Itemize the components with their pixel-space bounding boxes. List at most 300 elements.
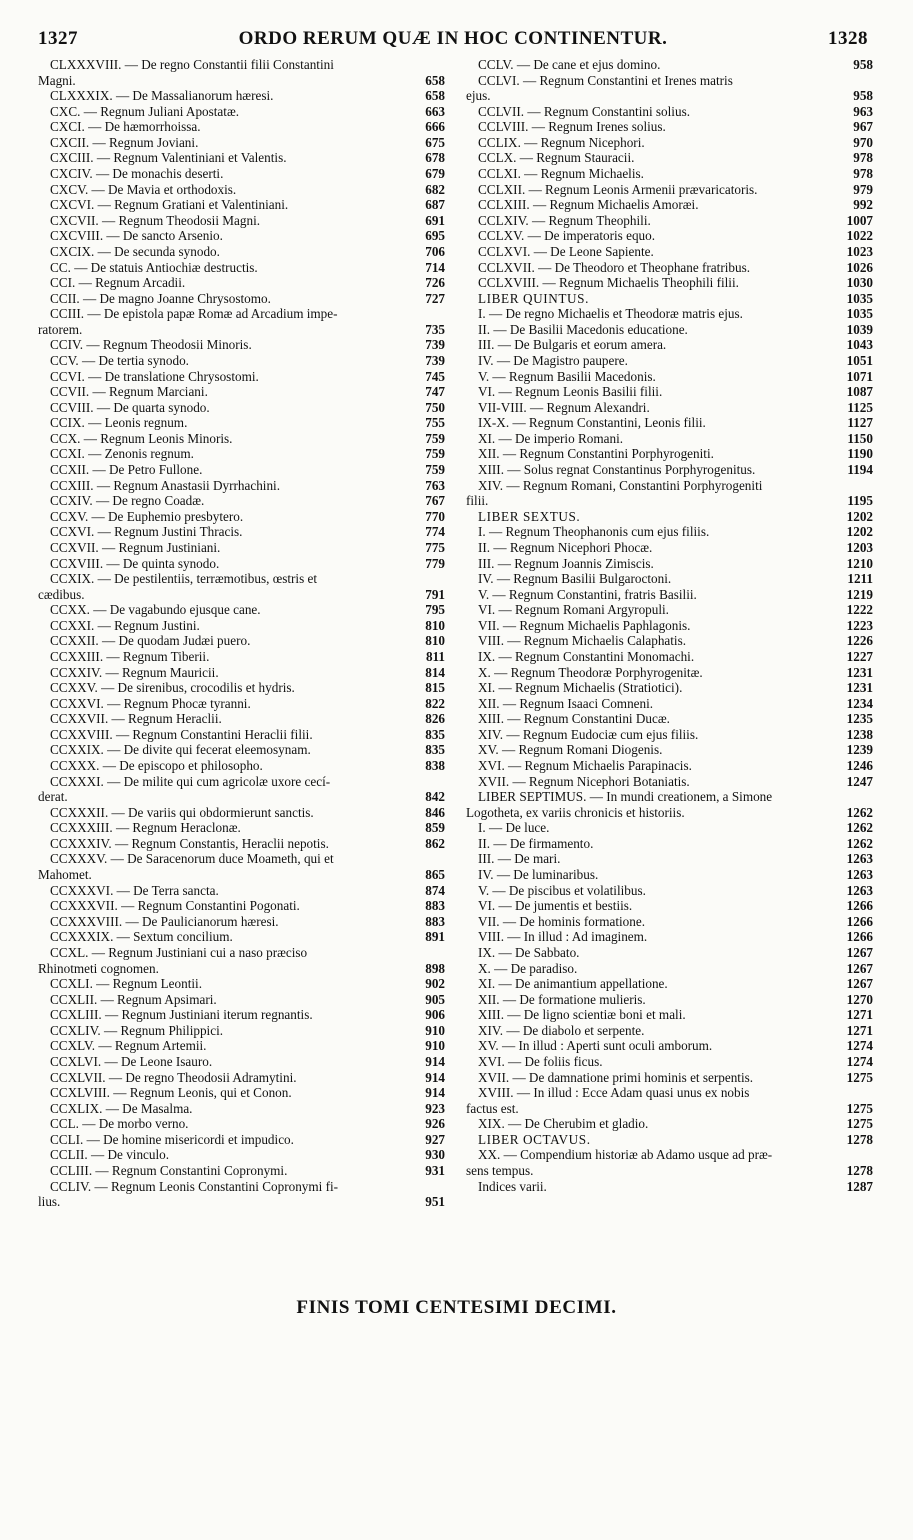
- page-ref: 687: [425, 197, 445, 213]
- toc-entry: [38, 119, 445, 135]
- entry-title: — Regnum Heraclii.: [111, 711, 222, 727]
- toc-entry: [38, 509, 445, 525]
- entry-number: CCVII.: [50, 384, 93, 400]
- toc-entry: [38, 898, 445, 914]
- toc-entry: [38, 1163, 445, 1179]
- entry-row: [466, 587, 873, 603]
- entry-row: [38, 914, 445, 930]
- page-ref: 1219: [846, 586, 873, 602]
- entry-text: [38, 1070, 419, 1086]
- entry-row: [38, 462, 445, 478]
- toc-entry: [38, 1179, 445, 1210]
- page-ref: 1043: [846, 337, 873, 353]
- toc-entry: [466, 57, 873, 73]
- entry-title: — Regnum Michaelis.: [524, 166, 644, 182]
- entry-number: XIII.: [478, 462, 508, 478]
- entry-text: [38, 1023, 419, 1039]
- page-ref: 1022: [846, 228, 873, 244]
- entry-number: CCXLVI.: [50, 1054, 105, 1069]
- entry-number: CCXXXI.: [50, 773, 108, 789]
- toc-entry: [38, 291, 445, 307]
- entry-text: [466, 867, 841, 883]
- entry-text: [38, 1147, 419, 1163]
- entry-row: [38, 228, 445, 244]
- entry-title: — De foliis ficus.: [508, 1054, 603, 1069]
- entry-text: [38, 524, 419, 540]
- page-ref: 678: [425, 150, 445, 166]
- entry-number: CCLXVI.: [478, 243, 534, 259]
- page-ref: 1087: [846, 384, 873, 400]
- entry-text: [38, 711, 419, 727]
- entry-text: [38, 353, 419, 369]
- page-ref: 923: [425, 1100, 445, 1116]
- entry-continuation-row: [38, 1194, 445, 1210]
- toc-entry: [466, 1023, 873, 1039]
- entry-title: — De variis qui obdormierunt sanctis.: [111, 804, 314, 820]
- entry-continuation-row: [466, 805, 873, 821]
- entry-text: [466, 820, 841, 836]
- entry-title: — De damnatione primi hominis et serpentis.: [512, 1069, 754, 1085]
- entry-text: [38, 883, 419, 899]
- page-ref: 1210: [846, 555, 873, 571]
- page-ref: 815: [425, 680, 445, 696]
- page-ref: 862: [425, 835, 445, 851]
- toc-entry: [38, 400, 445, 416]
- toc-entry: [38, 602, 445, 618]
- page-ref: 1267: [846, 960, 873, 976]
- entry-number: CCXXXII.: [50, 804, 112, 820]
- entry-title: — Regnum Justini.: [97, 617, 200, 633]
- entry-text: [466, 400, 841, 416]
- entry-text: [38, 758, 419, 774]
- entry-title: — Regnum Michaelis Paphlagonis.: [502, 617, 691, 633]
- entry-title: — Regnum Irenes solius.: [531, 119, 666, 135]
- book-heading-row: [466, 509, 873, 525]
- entry-text: [466, 462, 841, 478]
- running-title: ORDO RERUM QUÆ IN HOC CONTINENTUR.: [238, 28, 668, 49]
- entry-number: II.: [478, 835, 494, 851]
- entry-text: [38, 493, 419, 509]
- toc-entry: [466, 182, 873, 198]
- entry-title: — De Paulicianorum hæresi.: [125, 913, 279, 929]
- toc-entry: [466, 976, 873, 992]
- entry-number: V.: [478, 882, 493, 898]
- toc-entry: [38, 446, 445, 462]
- entry-number: IV.: [478, 571, 497, 587]
- entry-row: [38, 493, 445, 509]
- page-ref: 926: [425, 1116, 445, 1132]
- page-ref: 931: [425, 1163, 445, 1179]
- entry-title: — De vagabundo ejusque cane.: [93, 602, 261, 618]
- toc-entry: [466, 961, 873, 977]
- entry-text: [466, 961, 841, 977]
- entry-row: [38, 665, 445, 681]
- page-ref: 914: [425, 1054, 445, 1069]
- entry-title: — De Bulgaris et eorum amera.: [497, 337, 667, 353]
- toc-entry: [466, 166, 873, 182]
- entry-text: [466, 384, 841, 400]
- entry-continuation-row: [38, 961, 445, 977]
- entry-text: [38, 914, 419, 930]
- entry-title: — Regnum Constantini, fratris Basilii.: [492, 586, 697, 602]
- entry-title: — Regnum Theophili.: [531, 212, 651, 228]
- entry-number: CCLIX.: [478, 134, 525, 150]
- entry-row: [466, 400, 873, 416]
- entry-title: — In mundi creationem, a Simone: [589, 789, 773, 805]
- entry-number: IV.: [478, 352, 497, 368]
- entry-title: — De tertia synodo.: [82, 352, 189, 368]
- entry-number: CCXXXIII.: [50, 820, 116, 836]
- page-ref: 930: [425, 1147, 445, 1163]
- page-ref: 963: [853, 103, 873, 119]
- page-ref: 1278: [846, 1131, 873, 1147]
- entry-title: — De Euphemio presbytero.: [91, 508, 244, 524]
- entry-number: XVII.: [478, 773, 513, 789]
- entry-text: [38, 244, 419, 260]
- entry-title: — De sancto Arsenio.: [106, 228, 223, 244]
- entry-text: [38, 945, 445, 961]
- toc-entry: [38, 742, 445, 758]
- entry-number: XVI.: [478, 1054, 509, 1069]
- entry-title: — Regnum Joviani.: [92, 134, 199, 150]
- page-number-right: 1328: [828, 28, 868, 49]
- toc-entry: [38, 104, 445, 120]
- page-ref: 1262: [846, 820, 873, 836]
- entry-number: XI.: [478, 680, 499, 696]
- page-ref: 1246: [846, 758, 873, 774]
- entry-text: [38, 462, 419, 478]
- toc-entry: [466, 992, 873, 1008]
- book-heading-row: [466, 1132, 873, 1148]
- entry-continuation: ratorem.: [38, 321, 83, 337]
- toc-entry: [38, 478, 445, 494]
- entry-row: [466, 618, 873, 634]
- entry-number: CCLXIV.: [478, 212, 532, 228]
- entry-number: CCLI.: [50, 1131, 87, 1147]
- entry-number: CCXXVI.: [50, 695, 108, 711]
- page-ref: 810: [425, 617, 445, 633]
- entry-row: [466, 556, 873, 572]
- entry-row: [466, 696, 873, 712]
- toc-entry: [466, 1147, 873, 1178]
- book-heading-row: [466, 291, 873, 307]
- entry-row: [38, 291, 445, 307]
- page-ref: 1026: [846, 259, 873, 275]
- entry-row: [38, 1054, 445, 1070]
- entry-row: [38, 711, 445, 727]
- entry-number: CCXVII.: [50, 539, 103, 555]
- entry-title: — De quarta synodo.: [96, 399, 210, 415]
- entry-text: [38, 1007, 419, 1023]
- entry-text: [38, 1179, 445, 1195]
- entry-continuation: lius.: [38, 1194, 61, 1210]
- entry-continuation: cædibus.: [38, 586, 85, 602]
- entry-text: [38, 1085, 419, 1101]
- entry-number: XIV.: [478, 477, 507, 493]
- page-ref: 1023: [846, 243, 873, 259]
- entry-number: VII.: [478, 617, 503, 633]
- entry-row: [38, 182, 445, 198]
- entry-title: — Regnum Gratiani et Valentiniani.: [97, 197, 289, 213]
- entry-continuation: factus est.: [466, 1100, 519, 1116]
- toc-entry: [38, 929, 445, 945]
- entry-row: [38, 649, 445, 665]
- entry-number: V.: [478, 586, 493, 602]
- entry-text: [38, 649, 420, 665]
- entry-row: [38, 836, 445, 852]
- entry-row: [466, 1179, 873, 1195]
- toc-entry: [466, 883, 873, 899]
- entry-title: — De regno Theodosii Adramytini.: [108, 1069, 297, 1085]
- entry-row: [38, 166, 445, 182]
- entry-text: [466, 1085, 873, 1101]
- page-ref: 666: [425, 119, 445, 135]
- entry-title: — Regnum Constantini Porphyrogeniti.: [502, 446, 714, 462]
- entry-title: — Regnum Theodosii Minoris.: [86, 337, 252, 353]
- page-ref: 1239: [846, 742, 873, 758]
- entry-number: CCIII.: [50, 306, 88, 322]
- entry-text: [38, 369, 419, 385]
- entry-number: IX-X.: [478, 415, 513, 431]
- toc-entry: [38, 493, 445, 509]
- entry-number: CCXLVIII.: [50, 1085, 114, 1101]
- entry-text: [38, 1054, 419, 1070]
- entry-text: [466, 369, 841, 385]
- page-ref: 750: [425, 399, 445, 415]
- entry-row: [466, 182, 873, 198]
- entry-row: [466, 680, 873, 696]
- entry-row: [466, 275, 873, 291]
- entry-text: [38, 727, 419, 743]
- entry-text: [38, 774, 445, 790]
- entry-text: [38, 680, 419, 696]
- entry-row: [38, 680, 445, 696]
- entry-continuation: Mahomet.: [38, 867, 92, 883]
- entry-row: [466, 524, 873, 540]
- page-ref: 967: [853, 119, 873, 135]
- entry-title: — De Leone Sapiente.: [533, 243, 654, 259]
- entry-text: [466, 851, 841, 867]
- entry-title: — De vinculo.: [91, 1147, 170, 1163]
- toc-entry: [38, 150, 445, 166]
- entry-number: CXCIX.: [50, 243, 98, 259]
- entry-number: CCVI.: [50, 368, 89, 384]
- toc-entry: [466, 260, 873, 276]
- page-ref: 763: [425, 477, 445, 493]
- entry-title: — De formatione mulieris.: [502, 991, 646, 1007]
- entry-continuation-row: [38, 322, 445, 338]
- entry-text: [38, 213, 419, 229]
- entry-number: III.: [478, 337, 498, 353]
- toc-entry: [38, 260, 445, 276]
- entry-row: [466, 602, 873, 618]
- entry-row: [466, 571, 873, 587]
- entry-row: [466, 57, 873, 73]
- entry-row: [466, 836, 873, 852]
- toc-entry: [466, 524, 873, 540]
- entry-text: [466, 306, 841, 322]
- entry-number: X.: [478, 664, 495, 680]
- entry-number: II.: [478, 539, 494, 555]
- entry-title: — De magno Joanne Chrysostomo.: [82, 290, 271, 306]
- entry-text: [38, 431, 419, 447]
- page-ref: 695: [425, 228, 445, 244]
- entry-row: [466, 1007, 873, 1023]
- entry-number: XII.: [478, 446, 503, 462]
- entry-text: [466, 213, 841, 229]
- entry-title: — De Theodoro et Theophane fratribus.: [538, 259, 750, 275]
- entry-title: — De ligno scientiæ boni et mali.: [507, 1007, 686, 1023]
- toc-entry: [38, 384, 445, 400]
- toc-entry: [466, 306, 873, 322]
- toc-entry: [466, 602, 873, 618]
- entry-row: [466, 431, 873, 447]
- entry-text: [466, 540, 841, 556]
- entry-row: [466, 353, 873, 369]
- entry-text: [38, 446, 419, 462]
- entry-row: [466, 119, 873, 135]
- entry-number: CCXIII.: [50, 477, 97, 493]
- page-ref: 1051: [846, 352, 873, 368]
- entry-text: [466, 337, 841, 353]
- entry-continuation: Logotheta, ex variis chronicis et historiis.: [466, 804, 685, 820]
- entry-continuation-row: [466, 88, 873, 104]
- entry-title: — De morbo verno.: [82, 1116, 189, 1132]
- entry-number: CCLXVII.: [478, 259, 539, 275]
- entry-text: [38, 820, 419, 836]
- entry-title: — Regnum Valentiniani et Valentis.: [96, 150, 287, 166]
- entry-number: CXC.: [50, 103, 84, 119]
- entry-number: IV.: [478, 867, 497, 883]
- page-ref: 1125: [847, 399, 873, 415]
- entry-title: — De epistola papæ Romæ ad Arcadium impe-: [87, 306, 338, 322]
- entry-text: [38, 150, 419, 166]
- page-ref: 1263: [846, 851, 873, 867]
- entry-title: — De episcopo et philosopho.: [102, 758, 263, 774]
- toc-entry: [466, 369, 873, 385]
- page-ref: 1234: [846, 695, 873, 711]
- entry-number: CCXVI.: [50, 524, 98, 540]
- entry-row: [466, 369, 873, 385]
- toc-entry: [38, 633, 445, 649]
- toc-entry: [466, 1179, 873, 1195]
- entry-number: CCXXXVI.: [50, 882, 117, 898]
- entry-row: [466, 665, 873, 681]
- page-ref: 774: [425, 524, 445, 540]
- entry-text: [38, 992, 419, 1008]
- page-ref: 810: [425, 633, 445, 649]
- entry-number: VII.: [478, 913, 503, 929]
- entry-number: CCLV.: [478, 57, 517, 72]
- entry-title: — Regnum Justiniani cui a naso præciso: [91, 944, 308, 960]
- entry-row: [466, 384, 873, 400]
- entry-row: [466, 166, 873, 182]
- entry-row: [466, 415, 873, 431]
- toc-entry: [466, 727, 873, 743]
- entry-number: II.: [478, 321, 494, 337]
- entry-row: [38, 696, 445, 712]
- entry-title: — Regnum Nicephori Phocæ.: [493, 539, 653, 555]
- page-ref: 1271: [846, 1022, 873, 1038]
- entry-number: III.: [478, 555, 498, 571]
- page-ref: 1127: [847, 415, 873, 431]
- entry-row: [466, 945, 873, 961]
- entry-text: [38, 182, 419, 198]
- entry-row: [466, 446, 873, 462]
- entry-title: — De sirenibus, crocodilis et hydris.: [101, 680, 295, 696]
- entry-title: — Regnum Philippici.: [103, 1022, 224, 1038]
- entry-title: Indices varii.: [478, 1178, 547, 1194]
- page-ref: 755: [425, 415, 445, 431]
- page-ref: 970: [853, 134, 873, 150]
- entry-number: CCXXX.: [50, 758, 103, 774]
- page-ref: 658: [425, 88, 445, 104]
- entry-row: [466, 337, 873, 353]
- entry-row: [38, 446, 445, 462]
- entry-text: [38, 478, 419, 494]
- toc-entry: [466, 462, 873, 478]
- entry-row: [38, 758, 445, 774]
- toc-entry: [466, 291, 873, 307]
- page-ref: 1007: [846, 212, 873, 228]
- page-ref: 1267: [846, 976, 873, 992]
- entry-title: — Regnum Constantini solius.: [527, 103, 690, 119]
- entry-title: — De imperatoris equo.: [527, 228, 656, 244]
- entry-number: CCXLIV.: [50, 1022, 104, 1038]
- page-ref: 927: [425, 1131, 445, 1147]
- page-ref: 835: [425, 726, 445, 742]
- toc-entry: [466, 213, 873, 229]
- entry-title: — Regnum Leonis Constantini Copronymi fi-: [94, 1178, 339, 1194]
- entry-number: VI.: [478, 898, 499, 914]
- page-ref: 883: [425, 913, 445, 929]
- entry-row: [38, 509, 445, 525]
- entry-text: [466, 197, 847, 213]
- page-ref: 1150: [847, 430, 873, 446]
- page-ref: 1270: [846, 991, 873, 1007]
- entry-row: [466, 244, 873, 260]
- toc-entry: [38, 836, 445, 852]
- page-ref: 1262: [846, 835, 873, 851]
- toc-entry: [38, 883, 445, 899]
- entry-text: [38, 665, 419, 681]
- page-ref: 814: [425, 664, 445, 680]
- page-ref: 770: [425, 508, 445, 524]
- entry-text: [38, 88, 419, 104]
- entry-number: CCLIII.: [50, 1163, 96, 1179]
- toc-entry: [466, 945, 873, 961]
- entry-title: — Regnum Eudociæ cum ejus filiis.: [506, 726, 699, 742]
- page-ref: 1039: [846, 321, 873, 337]
- entry-row: [38, 353, 445, 369]
- entry-row: [38, 135, 445, 151]
- entry-title: — Regnum Anastasii Dyrrhachini.: [96, 477, 281, 493]
- entry-text: [466, 260, 841, 276]
- entry-continuation: ejus.: [466, 88, 491, 104]
- entry-title: — Regnum Constantini Copronymi.: [95, 1163, 288, 1179]
- entry-row: [38, 633, 445, 649]
- entry-title: — Regnum Leonis Armenii prævaricatoris.: [528, 181, 758, 197]
- book-heading: LIBER SEXTUS.: [478, 508, 581, 524]
- entry-number: CCXXXVII.: [50, 898, 122, 914]
- entry-title: — Regnum Leonis Minoris.: [83, 430, 233, 446]
- entry-row: [38, 742, 445, 758]
- page-ref: 1275: [846, 1116, 873, 1132]
- entry-title: — In illud : Ecce Adam quasi unus ex nobis: [516, 1085, 750, 1101]
- entry-text: [466, 1116, 841, 1132]
- toc-entry: [466, 898, 873, 914]
- toc-entry: [38, 1085, 445, 1101]
